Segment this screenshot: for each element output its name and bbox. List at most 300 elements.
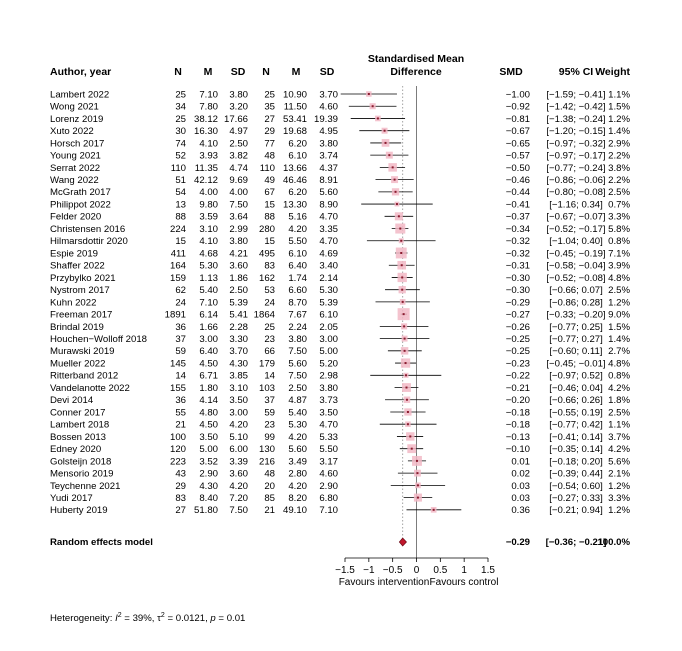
study-n-control: 280 — [258, 223, 275, 235]
study-smd: −0.25 — [505, 346, 530, 358]
study-weight: 2.5% — [608, 407, 630, 419]
study-point-estimate — [401, 276, 403, 278]
study-m-control: 5.60 — [288, 444, 307, 456]
study-sd-intervention: 3.00 — [229, 407, 248, 419]
study-point-estimate — [398, 215, 400, 217]
summary-label: Random effects model — [50, 537, 153, 548]
study-sd-control: 5.33 — [319, 431, 338, 443]
study-smd: −0.30 — [505, 272, 530, 284]
study-row — [50, 151, 630, 162]
study-sd-control: 5.39 — [319, 297, 338, 309]
study-n-control: 21 — [264, 505, 275, 517]
study-point-estimate — [368, 93, 370, 95]
study-smd: −0.13 — [505, 431, 530, 443]
study-author: Freeman 2017 — [50, 309, 113, 321]
tau2-value: = 0.0121, — [164, 613, 211, 624]
study-row — [50, 456, 630, 467]
study-n-control: 103 — [258, 382, 275, 394]
study-m-control: 4.20 — [288, 223, 307, 235]
study-m-intervention: 7.80 — [199, 101, 218, 113]
study-point-estimate — [409, 435, 411, 437]
study-m-intervention: 4.50 — [199, 419, 218, 431]
study-row — [50, 395, 630, 406]
study-point-estimate — [405, 387, 407, 389]
study-m-control: 5.50 — [288, 236, 307, 248]
study-ci: [−1.04; 0.40] — [549, 236, 603, 248]
header-ci: 95% CI — [558, 66, 594, 78]
study-point-estimate — [401, 289, 403, 291]
study-sd-control: 8.91 — [319, 175, 338, 187]
heterogeneity-statistics — [50, 612, 245, 624]
study-smd: 0.03 — [511, 492, 530, 504]
study-point-estimate — [388, 154, 390, 156]
study-point-estimate — [433, 509, 435, 511]
study-ci: [−0.86; 0.28] — [549, 297, 603, 309]
study-author: Wang 2022 — [50, 175, 99, 187]
study-row — [50, 114, 630, 125]
study-point-estimate — [417, 497, 419, 499]
study-author: Christensen 2016 — [50, 223, 126, 235]
study-n-control: 15 — [264, 236, 275, 248]
study-ci: [−0.35; 0.14] — [549, 444, 603, 456]
study-smd: −0.37 — [505, 211, 530, 223]
study-m-control: 8.70 — [288, 297, 307, 309]
study-n-control: 99 — [264, 431, 275, 443]
study-n-control: 49 — [264, 175, 275, 187]
study-n-control: 495 — [258, 248, 275, 260]
study-author: Nystrom 2017 — [50, 285, 110, 297]
study-m-intervention: 5.30 — [199, 260, 218, 272]
study-m-control: 2.24 — [288, 321, 307, 333]
study-point-estimate — [394, 179, 396, 181]
study-sd-control: 3.70 — [319, 89, 338, 101]
study-row — [50, 407, 630, 418]
study-sd-control: 3.35 — [319, 223, 338, 235]
study-n-control: 24 — [264, 297, 275, 309]
study-ci: [−0.39; 0.44] — [549, 468, 603, 480]
study-author: Xuto 2022 — [50, 126, 94, 138]
study-point-estimate — [400, 252, 402, 254]
study-ci: [−0.97; −0.32] — [546, 138, 606, 150]
study-author: Murawski 2019 — [50, 346, 115, 358]
study-n-intervention: 37 — [175, 334, 186, 345]
study-m-control: 7.67 — [288, 309, 307, 321]
study-weight: 1.2% — [608, 113, 630, 125]
study-weight: 5.8% — [608, 223, 630, 235]
study-ci: [−0.45; −0.19] — [546, 248, 606, 260]
study-weight: 2.1% — [608, 468, 630, 480]
study-sd-intervention: 4.20 — [229, 419, 248, 431]
header-n-control: N — [262, 66, 270, 78]
study-row — [50, 371, 630, 382]
study-m-intervention: 16.30 — [193, 126, 218, 138]
study-smd: −0.23 — [505, 358, 530, 370]
study-smd: −0.34 — [505, 223, 530, 235]
study-point-estimate — [395, 191, 397, 193]
study-sd-intervention: 17.66 — [223, 113, 248, 125]
study-m-intervention: 4.80 — [199, 407, 218, 419]
study-n-intervention: 145 — [169, 358, 186, 370]
study-ci: [−0.18; 0.20] — [549, 456, 603, 468]
study-smd: −0.44 — [505, 187, 530, 199]
study-n-intervention: 223 — [169, 456, 186, 468]
study-ci: [−1.16; 0.34] — [549, 199, 603, 211]
study-sd-control: 3.80 — [319, 138, 338, 150]
study-n-intervention: 14 — [175, 370, 186, 382]
tau2-symbol: τ — [157, 613, 161, 624]
study-ci: [−0.60; 0.11] — [549, 346, 603, 358]
study-smd: −0.67 — [505, 126, 530, 138]
study-m-intervention: 51.80 — [193, 505, 218, 517]
study-m-control: 2.80 — [288, 468, 307, 480]
study-row — [50, 334, 630, 345]
study-row — [50, 469, 630, 480]
study-point-estimate — [401, 264, 403, 266]
study-sd-control: 5.20 — [319, 358, 338, 370]
study-m-intervention: 7.10 — [199, 297, 218, 309]
study-n-intervention: 36 — [175, 395, 186, 407]
study-n-intervention: 411 — [170, 248, 186, 260]
study-weight: 2.5% — [608, 285, 630, 297]
study-sd-control: 3.00 — [319, 334, 338, 345]
study-ci: [−0.54; 0.60] — [549, 480, 603, 492]
study-sd-intervention: 5.39 — [229, 297, 248, 309]
study-sd-intervention: 3.82 — [229, 150, 248, 162]
study-author: Golsteijn 2018 — [50, 456, 112, 468]
study-weight: 5.6% — [608, 456, 630, 468]
study-row — [50, 285, 630, 296]
study-weight: 1.2% — [608, 480, 630, 492]
study-sd-control: 4.60 — [319, 468, 338, 480]
study-smd: −0.65 — [505, 138, 530, 150]
study-smd: −0.92 — [505, 101, 530, 113]
study-smd: −0.10 — [505, 444, 530, 456]
study-author: Young 2021 — [50, 150, 101, 162]
study-author: Wong 2021 — [50, 101, 99, 113]
study-weight: 1.2% — [608, 505, 630, 517]
study-ci: [−0.67; −0.07] — [546, 211, 606, 223]
study-sd-control: 2.05 — [319, 321, 338, 333]
study-point-estimate — [385, 142, 387, 144]
study-ci: [−0.80; −0.08] — [546, 187, 606, 199]
study-m-intervention: 3.93 — [199, 150, 218, 162]
x-tick-label: 0 — [413, 565, 420, 576]
study-sd-intervention: 6.00 — [229, 444, 248, 456]
study-sd-intervention: 4.00 — [229, 187, 248, 199]
study-m-intervention: 4.10 — [199, 236, 218, 248]
pooled-effect-diamond — [399, 538, 406, 546]
study-smd: −0.57 — [505, 150, 530, 162]
study-ci: [−0.46; 0.04] — [549, 382, 603, 394]
study-m-control: 8.20 — [288, 492, 307, 504]
study-row — [50, 163, 630, 174]
study-smd: −0.21 — [505, 382, 530, 394]
study-weight: 0.8% — [608, 236, 630, 248]
study-row — [50, 310, 630, 321]
study-smd: −0.30 — [505, 285, 530, 297]
study-m-control: 3.80 — [288, 334, 307, 345]
study-m-control: 4.20 — [288, 431, 307, 443]
study-weight: 4.8% — [608, 272, 630, 284]
study-n-intervention: 54 — [175, 187, 186, 199]
header-m-control: M — [291, 66, 301, 78]
study-point-estimate — [384, 130, 386, 132]
study-weight: 1.2% — [608, 297, 630, 309]
p-value: = 0.01 — [215, 613, 246, 624]
study-sd-intervention: 2.28 — [229, 321, 248, 333]
study-point-estimate — [399, 228, 401, 230]
study-n-intervention: 13 — [175, 199, 186, 211]
study-m-intervention: 1.80 — [199, 382, 218, 394]
study-row — [50, 444, 630, 455]
study-n-intervention: 164 — [169, 260, 186, 272]
study-sd-intervention: 2.99 — [229, 223, 248, 235]
study-m-intervention: 7.10 — [199, 89, 218, 101]
study-sd-control: 4.95 — [319, 126, 338, 138]
study-weight: 3.3% — [608, 211, 630, 223]
study-m-control: 46.46 — [282, 175, 307, 187]
study-smd: −0.32 — [505, 236, 530, 248]
study-sd-intervention: 4.97 — [229, 126, 248, 138]
study-smd: −0.18 — [505, 419, 530, 431]
study-sd-intervention: 3.20 — [229, 101, 248, 113]
study-m-intervention: 8.40 — [199, 492, 218, 504]
study-weight: 4.2% — [608, 382, 630, 394]
study-author: Teychenne 2021 — [50, 480, 121, 492]
study-sd-intervention: 7.50 — [229, 505, 248, 517]
study-point-estimate — [416, 460, 418, 462]
study-ci: [−0.77; 0.25] — [549, 321, 603, 333]
study-point-estimate — [372, 105, 374, 107]
study-smd: −0.81 — [505, 113, 530, 125]
header-author: Author, year — [50, 66, 112, 78]
favours-control-label: Favours control — [429, 577, 499, 588]
study-m-control: 6.60 — [288, 285, 307, 297]
study-sd-control: 6.10 — [319, 309, 338, 321]
study-weight: 3.8% — [608, 162, 630, 174]
study-sd-intervention: 4.74 — [229, 162, 248, 174]
study-row — [50, 420, 630, 431]
study-sd-intervention: 4.21 — [229, 248, 248, 260]
study-sd-control: 2.98 — [319, 370, 338, 382]
study-point-estimate — [377, 117, 379, 119]
study-row — [50, 212, 630, 223]
study-n-control: 83 — [264, 260, 275, 272]
study-point-estimate — [404, 350, 406, 352]
study-n-control: 37 — [264, 395, 275, 407]
study-m-intervention: 38.12 — [193, 113, 218, 125]
study-m-control: 4.87 — [288, 395, 307, 407]
study-ci: [−0.66; 0.26] — [549, 395, 603, 407]
study-author: Przybylko 2021 — [50, 272, 116, 284]
study-author: Conner 2017 — [50, 407, 106, 419]
study-ci: [−1.59; −0.41] — [546, 89, 606, 101]
study-m-control: 6.20 — [288, 138, 307, 150]
study-row — [50, 505, 630, 516]
study-ci: [−0.97; 0.52] — [549, 370, 603, 382]
study-author: Yudi 2017 — [50, 492, 93, 504]
study-sd-intervention: 3.30 — [229, 334, 248, 345]
study-point-estimate — [406, 399, 408, 401]
header-weight: Weight — [595, 66, 630, 78]
study-author: Huberty 2019 — [50, 505, 108, 517]
study-author: Serrat 2022 — [50, 162, 101, 174]
study-sd-intervention: 5.41 — [229, 309, 248, 321]
study-row — [50, 493, 630, 504]
study-sd-intervention: 4.30 — [229, 358, 248, 370]
study-weight: 1.4% — [608, 334, 630, 345]
study-n-intervention: 224 — [169, 223, 186, 235]
study-sd-intervention: 1.86 — [229, 272, 248, 284]
study-m-intervention: 4.00 — [199, 187, 218, 199]
study-sd-intervention: 2.50 — [229, 138, 248, 150]
study-n-control: 1864 — [253, 309, 275, 321]
tau2-superscript: 2 — [160, 612, 165, 619]
study-m-intervention: 3.10 — [199, 223, 218, 235]
study-m-intervention: 11.35 — [194, 162, 218, 174]
study-ci: [−0.52; −0.17] — [546, 223, 606, 235]
study-m-intervention: 5.00 — [199, 444, 218, 456]
study-m-control: 6.40 — [288, 260, 307, 272]
study-m-control: 2.50 — [288, 382, 307, 394]
study-sd-control: 3.80 — [319, 382, 338, 394]
study-author: Kuhn 2022 — [50, 297, 97, 309]
study-n-control: 23 — [264, 419, 275, 431]
study-point-estimate — [403, 313, 405, 315]
study-m-intervention: 5.40 — [199, 285, 218, 297]
study-sd-control: 4.69 — [319, 248, 338, 260]
study-row — [50, 297, 630, 308]
study-author: Hilmarsdottir 2020 — [50, 236, 128, 248]
study-author: Mensorio 2019 — [50, 468, 114, 480]
study-weight: 9.0% — [608, 309, 630, 321]
study-row — [50, 175, 630, 186]
header-smd-title-line2: Difference — [390, 66, 442, 78]
study-n-intervention: 59 — [175, 346, 186, 358]
study-m-control: 13.66 — [282, 162, 307, 174]
study-sd-control: 2.14 — [319, 272, 338, 284]
study-sd-control: 5.60 — [319, 187, 338, 199]
header-sd-intervention: SD — [230, 66, 246, 78]
study-point-estimate — [407, 411, 409, 413]
study-ci: [−0.97; −0.17] — [546, 150, 606, 162]
study-ci: [−0.58; −0.04] — [546, 260, 606, 272]
study-row — [50, 346, 630, 357]
study-n-intervention: 1891 — [164, 309, 186, 321]
study-point-estimate — [400, 240, 402, 242]
study-m-control: 5.30 — [288, 419, 307, 431]
study-author: Houchen−Wolloff 2018 — [50, 334, 147, 345]
study-n-intervention: 120 — [169, 444, 186, 456]
study-point-estimate — [407, 423, 409, 425]
study-m-control: 4.20 — [288, 480, 307, 492]
i2-symbol: I — [115, 613, 118, 624]
study-m-intervention: 1.66 — [199, 321, 218, 333]
study-weight: 7.1% — [608, 248, 630, 260]
study-smd: −0.20 — [505, 395, 530, 407]
study-ci: [−0.33; −0.20] — [546, 309, 606, 321]
study-m-control: 5.16 — [288, 211, 307, 223]
study-weight: 1.1% — [608, 419, 630, 431]
study-sd-intervention: 3.50 — [229, 395, 248, 407]
study-m-control: 6.20 — [288, 187, 307, 199]
study-weight: 3.3% — [608, 492, 630, 504]
study-smd: 0.01 — [511, 456, 530, 468]
x-tick-label: 1 — [461, 565, 467, 576]
study-rows — [50, 89, 630, 516]
study-n-control: 25 — [264, 321, 275, 333]
study-sd-intervention: 3.60 — [229, 468, 248, 480]
study-m-intervention: 1.13 — [199, 272, 218, 284]
study-point-estimate — [403, 325, 405, 327]
study-point-estimate — [405, 374, 407, 376]
study-n-control: 66 — [264, 346, 275, 358]
study-weight: 1.5% — [608, 321, 630, 333]
study-n-control: 88 — [264, 211, 275, 223]
study-author: Ritterband 2012 — [50, 370, 119, 382]
study-m-control: 13.30 — [282, 199, 307, 211]
study-sd-intervention: 3.70 — [229, 346, 248, 358]
study-m-intervention: 9.80 — [199, 199, 218, 211]
column-headers — [50, 53, 630, 78]
study-ci: [−0.21; 0.94] — [549, 505, 603, 517]
study-n-intervention: 21 — [175, 419, 186, 431]
study-ci: [−0.66; 0.07] — [549, 285, 603, 297]
study-smd: −0.18 — [505, 407, 530, 419]
study-n-control: 59 — [264, 407, 275, 419]
study-point-estimate — [417, 484, 419, 486]
study-smd: 0.02 — [511, 468, 530, 480]
study-m-control: 11.50 — [283, 101, 307, 113]
study-row — [50, 138, 630, 149]
study-ci: [−1.20; −0.15] — [546, 126, 606, 138]
study-row — [50, 273, 630, 284]
study-smd: −0.27 — [505, 309, 530, 321]
study-m-control: 10.90 — [282, 89, 307, 101]
study-row — [50, 322, 630, 333]
study-author: Edney 2020 — [50, 444, 102, 456]
summary-row — [50, 537, 630, 548]
study-row — [50, 199, 630, 210]
study-sd-control: 19.39 — [313, 113, 338, 125]
x-tick-label: −1 — [363, 565, 375, 576]
summary-weight: 100.0% — [597, 537, 630, 548]
study-m-control: 19.68 — [282, 126, 307, 138]
study-n-intervention: 25 — [175, 113, 186, 125]
study-n-control: 48 — [264, 468, 275, 480]
study-m-intervention: 2.90 — [199, 468, 218, 480]
study-weight: 1.5% — [608, 101, 630, 113]
study-sd-intervention: 3.39 — [229, 456, 248, 468]
study-smd: −0.31 — [505, 260, 530, 272]
study-sd-intervention: 3.85 — [229, 370, 248, 382]
study-point-estimate — [402, 301, 404, 303]
study-smd: −0.32 — [505, 248, 530, 260]
study-n-control: 77 — [264, 138, 275, 150]
study-weight: 2.5% — [608, 187, 630, 199]
study-m-control: 1.74 — [288, 272, 307, 284]
summary-smd: −0.29 — [505, 537, 530, 548]
study-ci: [−0.77; 0.42] — [549, 419, 603, 431]
study-sd-intervention: 9.69 — [229, 175, 248, 187]
study-ci: [−0.45; −0.01] — [546, 358, 606, 370]
study-sd-intervention: 5.10 — [229, 431, 248, 443]
summary-ci: [−0.36; −0.21] — [545, 537, 607, 548]
study-n-intervention: 52 — [175, 150, 186, 162]
study-n-control: 35 — [264, 101, 275, 113]
study-n-intervention: 43 — [175, 468, 186, 480]
study-sd-control: 2.90 — [319, 480, 338, 492]
